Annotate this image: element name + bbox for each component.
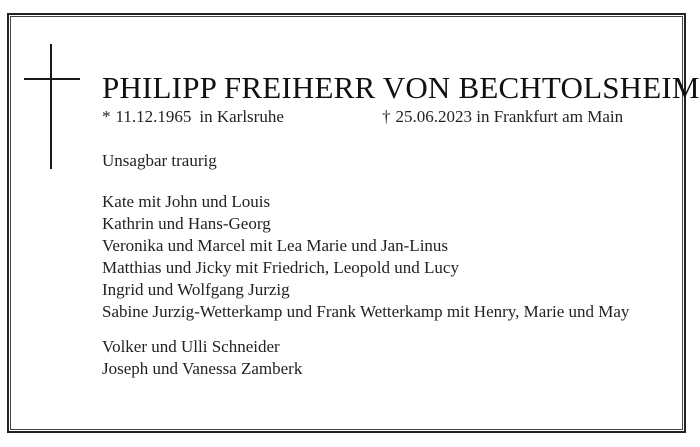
birth-info — [102, 107, 284, 127]
death-place: in Frankfurt am Main — [476, 107, 624, 126]
friends-line: Joseph und Vanessa Zamberk — [102, 359, 303, 378]
death-info — [382, 107, 623, 127]
birth-place: in Karlsruhe — [199, 107, 284, 126]
deceased-name: PHILIPP FREIHERR VON BECHTOLSHEIM — [102, 70, 700, 105]
family-line: Veronika und Marcel mit Lea Marie und Jan-Linus — [102, 236, 449, 255]
birth-date: 11.12.1965 — [115, 107, 192, 126]
family-line: Sabine Jurzig-Wetterkamp und Frank Wetterkamp mit Henry, Marie und May — [102, 302, 630, 321]
family-line: Ingrid und Wolfgang Jurzig — [102, 280, 290, 299]
intro-text: Unsagbar traurig — [102, 151, 217, 170]
birth-symbol: * — [102, 107, 111, 126]
death-symbol: † — [382, 107, 391, 126]
family-line: Kate mit John und Louis — [102, 192, 271, 211]
family-line: Matthias und Jicky mit Friedrich, Leopold und Lucy — [102, 258, 459, 277]
cross-horizontal-bar — [24, 78, 80, 80]
cross-vertical-bar — [50, 44, 52, 169]
cross-icon — [24, 44, 80, 169]
death-date: 25.06.2023 — [395, 107, 472, 126]
friends-line: Volker und Ulli Schneider — [102, 337, 280, 356]
family-line: Kathrin und Hans-Georg — [102, 214, 271, 233]
